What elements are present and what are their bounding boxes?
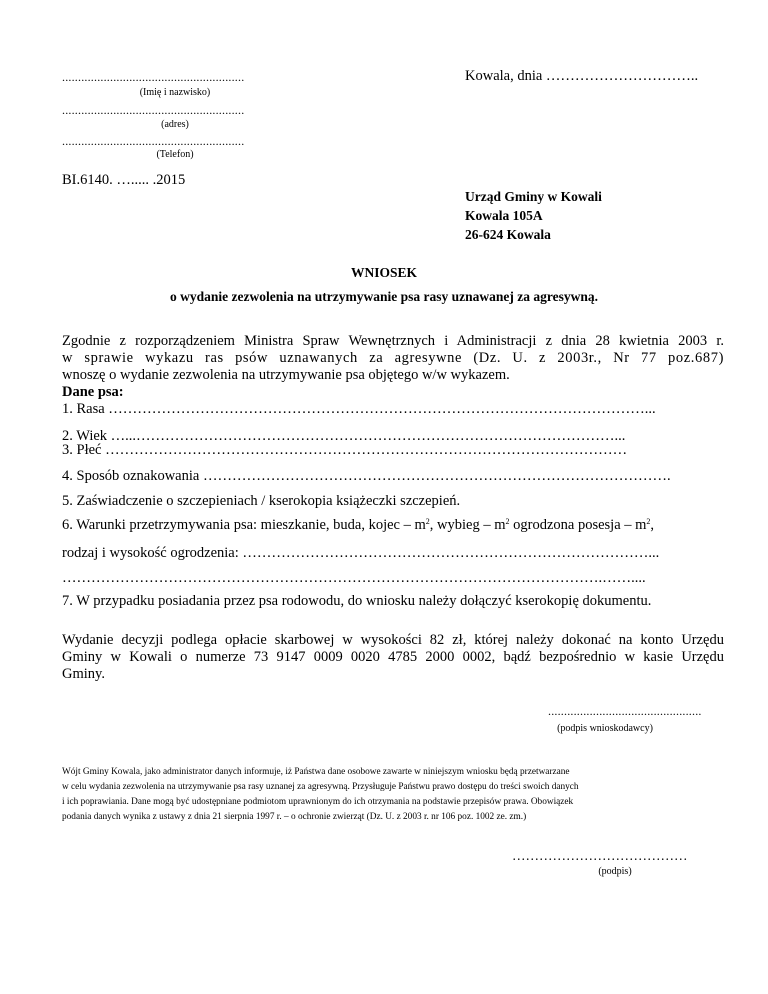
housing-sup-3: 2: [646, 517, 651, 526]
housing-text-3: ogrodzona posesja – m: [509, 517, 647, 533]
fee-line-2: Gminy w Kowali o numerze 73 9147 0009 0020 4785 2000 0002, bądź bezpośrednio w kasie Urzędu: [62, 649, 724, 665]
recipient-line-3: 26-624 Kowala: [465, 227, 551, 242]
address-caption: (adres): [161, 119, 189, 130]
sex-field-text: 3. Płeć ………………………………………………………………………………………………: [62, 442, 628, 458]
reference-number: BI.6140. …..... .2015: [62, 172, 186, 188]
applicant-signature-line[interactable]: ................................................: [548, 704, 702, 718]
housing-sup-2: 2: [505, 517, 510, 526]
fence-continuation-field[interactable]: ………………………………………………………………………………………………….……....: [62, 570, 646, 586]
vaccination-item: 5. Zaświadczenie o szczepieniach / kserokopia książeczki szczepień.: [62, 493, 461, 509]
housing-text-4: ,: [650, 517, 655, 533]
housing-text-1: 6. Warunki przetrzymywania psa: mieszkanie, buda, kojec – m: [62, 517, 426, 533]
intro-line-1: Zgodnie z rozporządzeniem Ministra Spraw Wewnętrznych i Administracji z dnia 28 kwietnia 2003 r.: [62, 333, 724, 349]
gdpr-line-4: podania danych wynika z ustawy z dnia 21 sierpnia 1997 r. – o ochronie zwierząt (Dz. U. z 2003 r. nr 106 poz. 1002 ze. zm.): [62, 812, 527, 822]
gdpr-line-1: Wójt Gminy Kowala, jako administrator danych informuje, iż Państwa dane osobowe zawarte w niniejszym wniosku będą przetwarzane: [62, 767, 570, 777]
recipient-line-2: Kowala 105A: [465, 208, 543, 223]
pedigree-item: 7. W przypadku posiadania przez psa rodowodu, do wniosku należy dołączyć kserokopię dokumentu.: [62, 593, 652, 609]
intro-line-2: w sprawie wykazu ras psów uznawanych za agresywne (Dz. U. z 2003r., Nr 77 poz.687): [62, 350, 724, 366]
applicant-signature-caption: (podpis wnioskodawcy): [557, 723, 653, 734]
intro-line-3: wnoszę o wydanie zezwolenia na utrzymywanie psa objętego w/w wykazem.: [62, 367, 510, 383]
gdpr-line-3: i ich poprawiania. Dane mogą być udostępniane podmiotom uprawnionym do ich otrzymania na podstawie przepisów prawa. Obowiązek: [62, 797, 574, 807]
document-subtitle: o wydanie zezwolenia na utrzymywanie psa rasy uznawanej za agresywną.: [170, 289, 598, 304]
name-caption: (Imię i nazwisko): [139, 87, 211, 98]
place-date-field[interactable]: Kowala, dnia …………………………..: [465, 68, 699, 84]
marking-field[interactable]: 4. Sposób oznakowania …………………………………………………………………………………….: [62, 468, 671, 484]
sex-field-visible[interactable]: [62, 442, 627, 459]
fee-line-3: Gminy.: [62, 666, 105, 682]
phone-field-line[interactable]: .........................................................: [62, 134, 245, 148]
housing-conditions-item: [62, 517, 724, 534]
document-title: WNIOSEK: [350, 265, 418, 280]
phone-caption: (Telefon): [156, 149, 194, 160]
age-field[interactable]: 2. Wiek …...………………………………………………………………………………………...: [62, 428, 626, 444]
signature-caption: (podpis): [598, 866, 632, 877]
signature-line[interactable]: …………………………………: [512, 848, 688, 863]
recipient-line-1: Urząd Gminy w Kowali: [465, 189, 602, 204]
gdpr-line-2: w celu wydania zezwolenia na utrzymywanie psa rasy uznanej za agresywną. Przysługuje Państwu prawo dostępu do treści swoich danych: [62, 782, 579, 792]
name-field-line[interactable]: .........................................................: [62, 70, 245, 84]
housing-sup-1: 2: [425, 517, 430, 526]
housing-text-2: , wybieg – m: [429, 517, 506, 533]
breed-field[interactable]: 1. Rasa …………………………………………………………………………………………………...: [62, 401, 656, 417]
fence-field[interactable]: rodzaj i wysokość ogrodzenia: …………………………………………………………………………...: [62, 545, 660, 561]
fee-line-1: Wydanie decyzji podlega opłacie skarbowej w wysokości 82 zł, której należy dokonać na konto Urzędu: [62, 632, 724, 648]
dog-data-heading: Dane psa:: [62, 384, 124, 400]
address-field-line[interactable]: .........................................................: [62, 103, 245, 117]
